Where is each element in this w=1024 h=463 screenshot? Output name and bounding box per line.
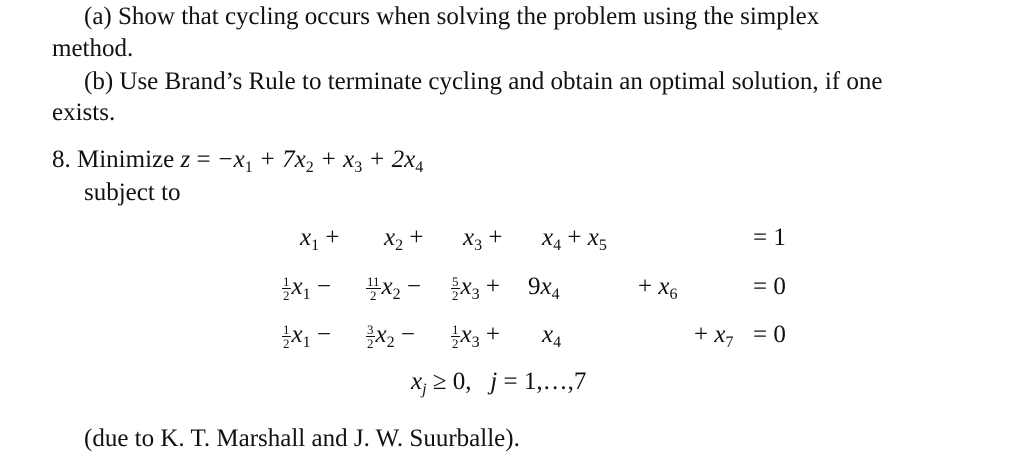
constraint-1-term-x1: $x_1$ +: [300, 224, 340, 254]
objective-equals: =: [196, 146, 211, 173]
part-b-line-2: exists.: [52, 99, 116, 126]
part-a-line-1: (a) Show that cycling occurs when solving the problem using the simplex: [84, 3, 820, 30]
constraint-1-term-x3: $x_3$ +: [463, 224, 503, 254]
objective-term-4: + $2x_4$: [368, 146, 424, 176]
constraint-2-term-x3: $\frac{5}{2}$ $x_3$ +: [452, 273, 500, 303]
credit-line: (due to K. T. Marshall and J. W. Suurballe).: [84, 425, 520, 452]
objective-line: [52, 145, 423, 175]
objective-variable: z: [180, 146, 191, 173]
part-b-line-1: (b) Use Brand’s Rule to terminate cycling and obtain an optimal solution, if one: [84, 68, 883, 95]
constraint-2-rhs: = 0: [753, 273, 786, 300]
constraint-1-term-x2: $x_2$ +: [384, 224, 424, 254]
subject-to-label: subject to: [84, 179, 181, 206]
constraint-1: [0, 223, 1024, 253]
constraint-3-term-x4: $x_4$: [542, 321, 562, 351]
objective-term-1: $-x_1$: [216, 146, 253, 176]
objective-term-3: + $x_3$: [320, 146, 363, 176]
constraint-2-term-x4: $9x_4$: [528, 273, 560, 303]
constraint-2-term-x6: + $x_6$: [638, 273, 678, 303]
problem-number: 8.: [52, 146, 71, 173]
constraint-2-term-x2: $\frac{11}{2}$ $x_2$ −: [367, 273, 421, 303]
part-a-line-2: method.: [52, 35, 134, 62]
constraint-3-rhs: = 0: [753, 321, 786, 348]
constraint-2-term-x1: $\frac{1}{2}$ $x_1$ −: [283, 273, 331, 303]
objective-term-2: + $7x_2$: [259, 146, 314, 176]
constraint-3-term-x7: + $x_7$: [694, 321, 734, 351]
constraint-3-term-x2: $\frac{3}{2}$ $x_2$ −: [367, 321, 415, 351]
constraint-2: [0, 272, 1024, 302]
constraint-3: [0, 320, 1024, 350]
constraint-3-term-x3: $\frac{1}{2}$ $x_3$ +: [452, 321, 500, 351]
minimize-label: Minimize: [77, 146, 175, 173]
nonnegativity-line: $x_j \ge 0$, j = 1,…,7: [411, 368, 587, 398]
constraint-1-rhs: = 1: [753, 224, 786, 251]
constraint-1-term-x4: $x_4 + x_5$: [542, 224, 607, 254]
constraint-3-term-x1: $\frac{1}{2}$ $x_1$ −: [283, 321, 331, 351]
